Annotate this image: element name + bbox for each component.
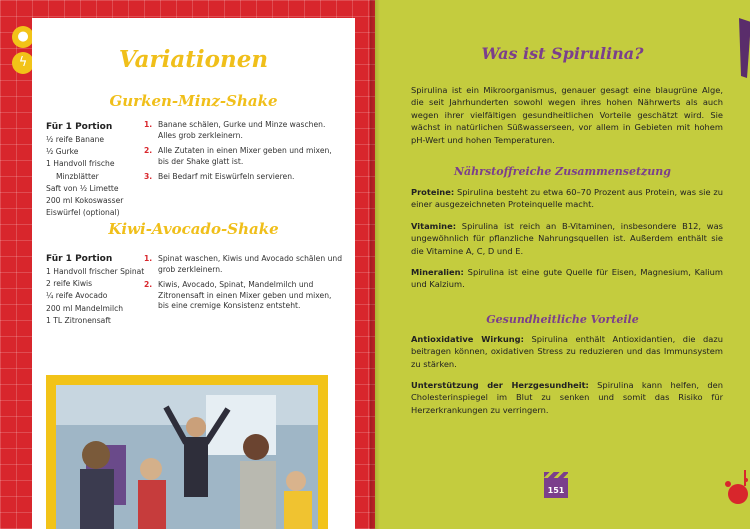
ingredient: 1 TL Zitronensaft <box>46 315 111 325</box>
drop-icon: ● <box>12 26 34 48</box>
ingredient-list <box>46 266 156 327</box>
info-paragraph: Proteine: Spirulina besteht zu etwa 60–70 Prozent aus Protein, was sie zu einer ausgezeichneten Proteinquelle macht. <box>411 187 723 210</box>
info-paragraph: Antioxidative Wirkung: Spirulina enthält Antioxidantien, die dazu beitragen können, oxidativen Stress zu reduzieren und das Immunsystem zu stärken. <box>411 334 723 369</box>
paint-splat-icon <box>720 470 750 510</box>
step: 1. Spinat waschen, Kiwis und Avocado schälen und grob zerkleinern. <box>144 254 343 274</box>
ingredient: ½ reife Banane <box>46 135 105 144</box>
photo-illustration <box>56 385 318 529</box>
page-number: 151 <box>544 478 568 498</box>
group-photo <box>56 385 318 529</box>
recipe-panel <box>32 18 355 529</box>
step: 1. Banane schälen, Gurke und Minze waschen. Alles grob zerkleinern. <box>144 120 326 140</box>
section-heading: Gesundheitliche Vorteile <box>486 313 639 326</box>
ingredient-list <box>46 134 156 219</box>
step: 2. Alle Zutaten in einen Mixer geben und mixen, bis der Shake glatt ist. <box>144 146 332 166</box>
info-paragraph: Vitamine: Spirulina ist reich an B-Vitaminen, insbesondere B12, was ungewöhnlich für pflanzliche Nahrungsquellen ist. Außerdem enthält sie die Vitamine A, C, D und E. <box>411 221 723 256</box>
ingredient: Eiswürfel (optional) <box>46 208 120 218</box>
ingredient: 1 Handvoll frischer Spinat <box>46 267 145 276</box>
photo-frame <box>46 375 328 529</box>
ingredient: ½ Gurke <box>46 147 79 157</box>
ingredient: 200 ml Mandelmilch <box>46 303 124 313</box>
book-spine <box>370 0 380 529</box>
ingredient: Saft von ½ Limette <box>46 183 119 193</box>
right-page <box>375 0 750 529</box>
ingredient: Minzblätter <box>56 171 99 181</box>
ingredient: 200 ml Kokoswasser <box>46 196 124 206</box>
section-heading: Nährstoffreiche Zusammensetzung <box>453 165 671 178</box>
step-list <box>144 120 344 188</box>
recipe-title: Gurken-Minz-Shake <box>109 92 278 110</box>
info-paragraph: Unterstützung der Herzgesundheit: Spirulina kann helfen, den Cholesterinspiegel im Blut zu senken und somit das Risiko für Herzerkrankungen zu verringern. <box>411 380 723 415</box>
info-paragraph: Mineralien: Spirulina ist eine gute Quelle für Eisen, Magnesium, Kalium und Kalzium. <box>411 267 723 290</box>
page-title: Variationen <box>118 46 269 73</box>
step: 3. Bei Bedarf mit Eiswürfeln servieren. <box>144 172 295 181</box>
page-title: Was ist Spirulina? <box>481 44 644 63</box>
step-list <box>144 254 344 317</box>
portion-label: Für 1 Portion <box>46 254 113 264</box>
recipe-title: Kiwi-Avocado-Shake <box>108 220 279 238</box>
portion-label: Für 1 Portion <box>46 122 113 132</box>
step: 2. Kiwis, Avocado, Spinat, Mandelmilch und Zitronensaft in einen Mixer geben und mixen, bis eine cremige Konsistenz entsteht. <box>144 280 332 310</box>
ingredient: 1 Handvoll frische <box>46 159 115 169</box>
intro-paragraph: Spirulina ist ein Mikroorganismus, genauer gesagt eine blaugrüne Alge, die seit Jahrhunderten sowohl wegen ihres hohen Nährwerts als auch wegen ihrer vielfältigen gesundheitlichen Vorteile geschätzt wird. Sie wächst in natürlichen Süßwasserseen, vor allem in Gebieten mit hohem pH-Wert und hohen Temperaturen. <box>411 85 723 145</box>
ingredient: 2 reife Kiwis <box>46 279 93 289</box>
ingredient: ¼ reife Avocado <box>46 291 108 301</box>
lightning-icon: ϟ <box>12 52 34 74</box>
